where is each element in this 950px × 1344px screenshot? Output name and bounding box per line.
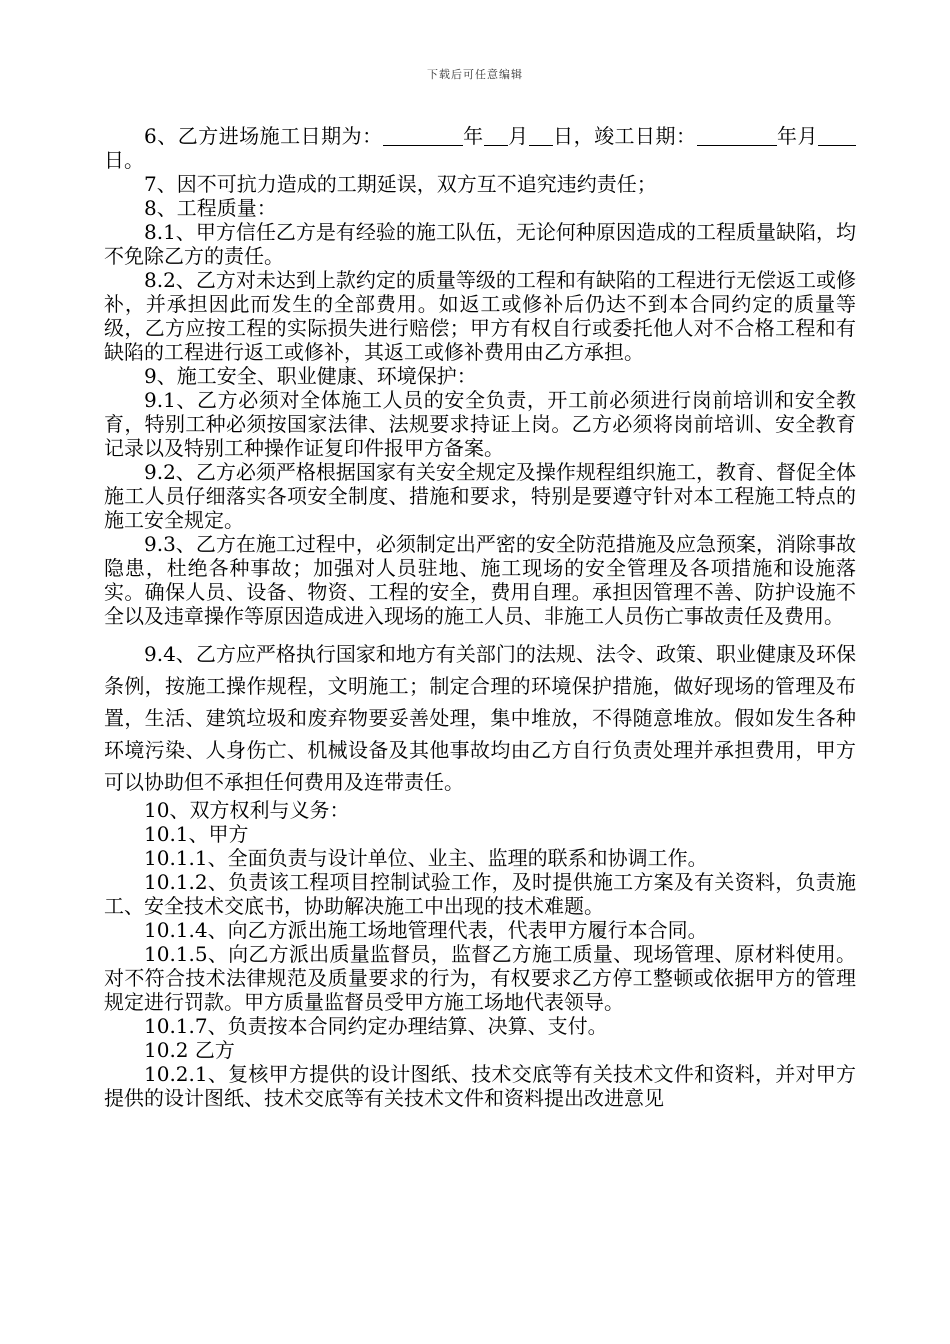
- start-year-blank: [383, 125, 463, 146]
- clause-9-3: 9.3、乙方在施工过程中，必须制定出严密的安全防范措施及应急预案，消除事故隐患，杜绝各种事故；加强对人员驻地、施工现场的安全管理及各项措施和设施落实。确保人员、设备、物资、工程的安全，费用自理。承担因管理不善、防护设施不全以及违章操作等原因造成进入现场的施工人员、非施工人员伤亡事故责任及费用。: [104, 532, 856, 628]
- clause-7: 7、因不可抗力造成的工期延误，双方互不追究违约责任；: [144, 172, 657, 196]
- end-year-blank: [697, 125, 777, 146]
- clause-8-2: 8.2、乙方对未达到上款约定的质量等级的工程和有缺陷的工程进行无偿返工或修补，并承担因此而发生的全部费用。如返工或修补后仍达不到本合同约定的质量等级，乙方应按工程的实际损失进行赔偿；甲方有权自行或委托他人对不合格工程和有缺陷的工程进行返工或修补，其返工或修补费用由乙方承担。: [104, 268, 856, 364]
- clause-8: 8、工程质量：: [144, 196, 277, 220]
- clause-6-text-a: 6、乙方进场施工日期为：: [144, 124, 383, 148]
- clause-9-4: 9.4、乙方应严格执行国家和地方有关部门的法规、法令、政策、职业健康及环保条例，按施工操作规程，文明施工；制定合理的环境保护措施，做好现场的管理及布置，生活、建筑垃圾和废弃物要妥善处理，集中堆放，不得随意堆放。假如发生各种环境污染、人身伤亡、机械设备及其他事故均由乙方自行负责处理并承担费用，甲方可以协助但不承担任何费用及连带责任。: [104, 642, 856, 794]
- page-header-note: 下载后可任意编辑: [427, 68, 523, 81]
- clause-6-text-c: 月: [507, 124, 529, 148]
- start-month-blank: [484, 125, 508, 146]
- clause-10-1-4: 10.1.4、向乙方派出施工场地管理代表，代表甲方履行本合同。: [144, 918, 708, 942]
- clause-10: 10、双方权利与义务：: [144, 798, 350, 822]
- contract-body: [104, 124, 856, 1110]
- clause-10-1-7: 10.1.7、负责按本合同约定办理结算、决算、支付。: [144, 1014, 608, 1038]
- clause-10-2: 10.2 乙方: [144, 1038, 235, 1062]
- clause-6-text-f: 月: [797, 124, 819, 148]
- clause-10-1-1: 10.1.1、全面负责与设计单位、业主、监理的联系和协调工作。: [144, 846, 708, 870]
- clause-10-1-2: 10.1.2、负责该工程项目控制试验工作，及时提供施工方案及有关资料，负责施工、安全技术交底书，协助解决施工中出现的技术难题。: [104, 870, 856, 918]
- start-day-blank: [529, 125, 553, 146]
- clause-6-text-b: 年: [462, 124, 484, 148]
- clause-6: [104, 124, 856, 172]
- clause-10-2-1: 10.2.1、复核甲方提供的设计图纸、技术交底等有关技术文件和资料，并对甲方提供的设计图纸、技术交底等有关技术文件和资料提出改进意见: [104, 1062, 856, 1110]
- clause-6-text-e: 年: [776, 124, 798, 148]
- clause-6-text-d: 日，竣工日期：: [552, 124, 697, 148]
- clause-8-1: 8.1、甲方信任乙方是有经验的施工队伍，无论何种原因造成的工程质量缺陷，均不免除乙方的责任。: [104, 220, 856, 268]
- clause-9-1: 9.1、乙方必须对全体施工人员的安全负责，开工前必须进行岗前培训和安全教育，特别工种必须按国家法律、法规要求持证上岗。乙方必须将岗前培训、安全教育记录以及特别工种操作证复印件报甲方备案。: [104, 388, 856, 460]
- clause-9: 9、施工安全、职业健康、环境保护：: [144, 364, 477, 388]
- clause-9-2: 9.2、乙方必须严格根据国家有关安全规定及操作规程组织施工，教育、督促全体施工人员仔细落实各项安全制度、措施和要求，特别是要遵守针对本工程施工特点的施工安全规定。: [104, 460, 856, 532]
- end-day-blank: [818, 125, 856, 146]
- clause-6-text-g: 日。: [104, 148, 144, 172]
- clause-10-1-5: 10.1.5、向乙方派出质量监督员，监督乙方施工质量、现场管理、原材料使用。对不符合技术法律规范及质量要求的行为，有权要求乙方停工整顿或依据甲方的管理规定进行罚款。甲方质量监督员受甲方施工场地代表领导。: [104, 942, 856, 1014]
- clause-10-1: 10.1、甲方: [144, 822, 249, 846]
